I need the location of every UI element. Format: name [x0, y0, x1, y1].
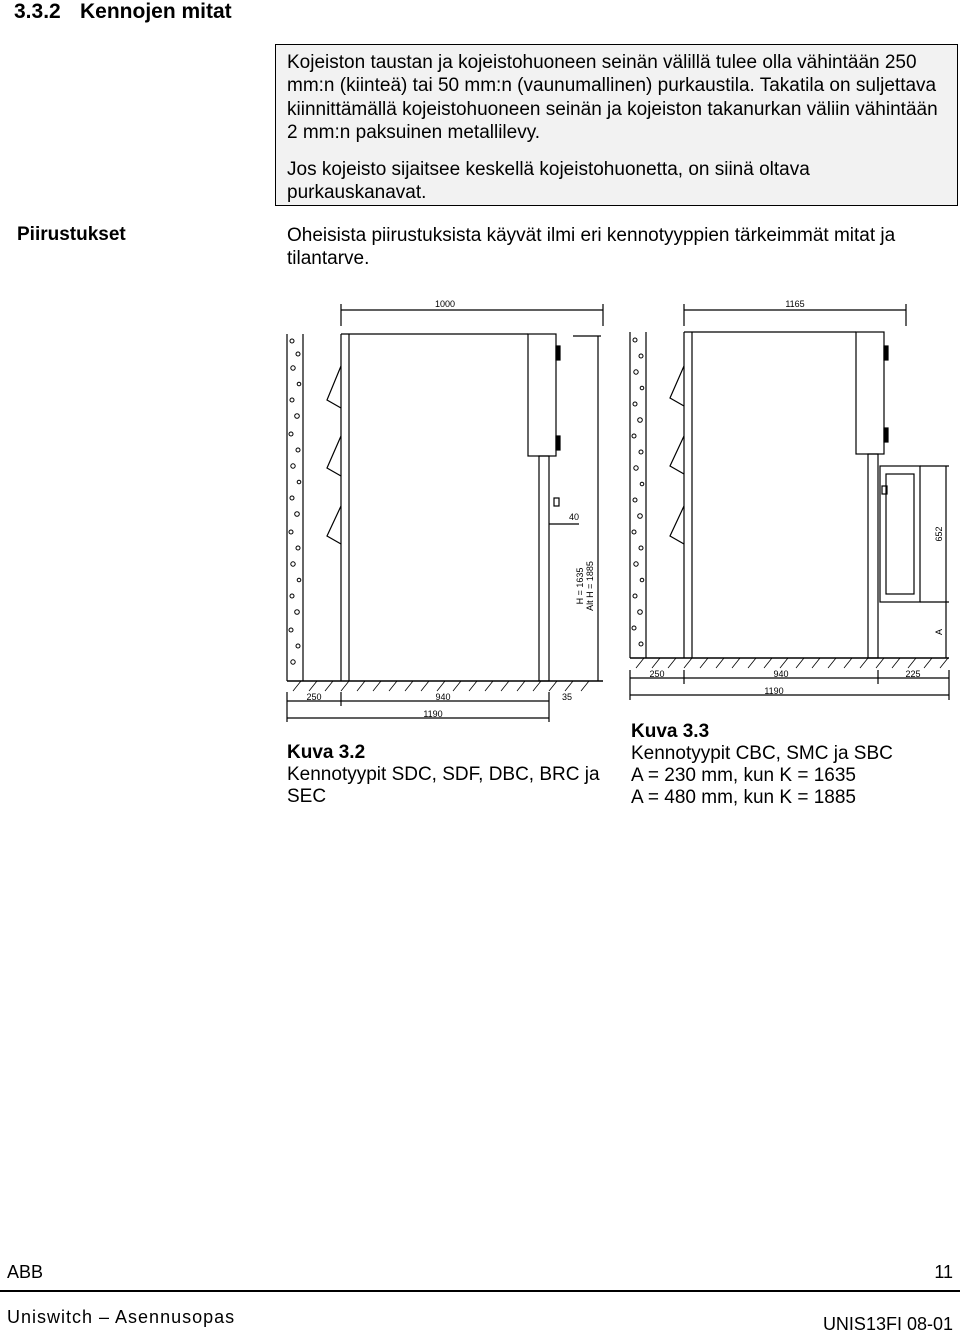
dim-side-label: 652: [934, 526, 944, 542]
caption-title: Kuva 3.2: [287, 742, 366, 763]
note-paragraph-1: Kojeiston taustan ja kojeistohuoneen seinän välillä tulee olla vähintään 250 mm:n (kiinteä) tai 50 mm:n (vaunumallinen) purkaustila. Takatila on suljettava kiinnittämällä kojeistohuoneen seinän ja kojeiston takanurkan väliin vähintään 2 mm:n paksuinen metallilevy.: [287, 52, 938, 143]
caption-line: SEC: [287, 786, 327, 807]
note-paragraph-2: Jos kojeisto sijaitsee keskellä kojeistohuonetta, on siinä oltava purkauskanavat.: [287, 159, 810, 204]
dim-front-label: 35: [561, 692, 573, 702]
caption-line: A = 230 mm, kun K = 1635: [631, 765, 856, 786]
dim-back-label: 250: [306, 692, 322, 702]
figure-3-2-drawing: [283, 296, 613, 728]
dim-width-label: 1165: [785, 299, 805, 309]
dim-width-label: 1000: [434, 299, 456, 309]
drawings-intro: Oheisista piirustuksista käyvät ilmi eri kennotyyppien tärkeimmät mitat ja tilantarve.: [287, 225, 896, 270]
caption-line: Kennotyypit CBC, SMC ja SBC: [631, 743, 893, 764]
footer-divider: [0, 1290, 960, 1292]
section-heading: [14, 0, 232, 24]
page-number: 11: [934, 1262, 953, 1282]
footer-brand: ABB: [7, 1262, 44, 1282]
dim-total-label: 1190: [764, 686, 784, 696]
document-code: UNIS13FI 08-01: [822, 1314, 953, 1334]
dim-back-label: 250: [649, 669, 665, 679]
caption-line: Kennotyypit SDC, SDF, DBC, BRC ja: [287, 764, 600, 785]
dim-a-label: A: [934, 628, 944, 636]
caption-title: Kuva 3.3: [631, 721, 710, 742]
dim-depth-label: 940: [773, 669, 789, 679]
dim-alt-height-label: Alt H = 1885: [585, 561, 595, 611]
caption-line: A = 480 mm, kun K = 1885: [631, 787, 856, 808]
figure-3-3-drawing: [624, 296, 954, 704]
wall-hatch: [289, 339, 301, 664]
side-label-drawings: Piirustukset: [17, 224, 126, 245]
figure-3-3-caption: [631, 721, 951, 809]
section-title: Kennojen mitat: [80, 0, 232, 23]
dim-total-label: 1190: [423, 709, 443, 719]
document-title: Uniswitch – Asennusopas: [7, 1307, 236, 1327]
dim-side-label: 40: [569, 512, 580, 522]
dim-height-label: H = 1635: [575, 567, 585, 605]
dim-front-label: 225: [905, 669, 921, 679]
note-box: [275, 44, 958, 206]
dim-depth-label: 940: [435, 692, 451, 702]
section-number: 3.3.2: [14, 0, 61, 23]
figure-3-2-caption: [287, 742, 617, 808]
